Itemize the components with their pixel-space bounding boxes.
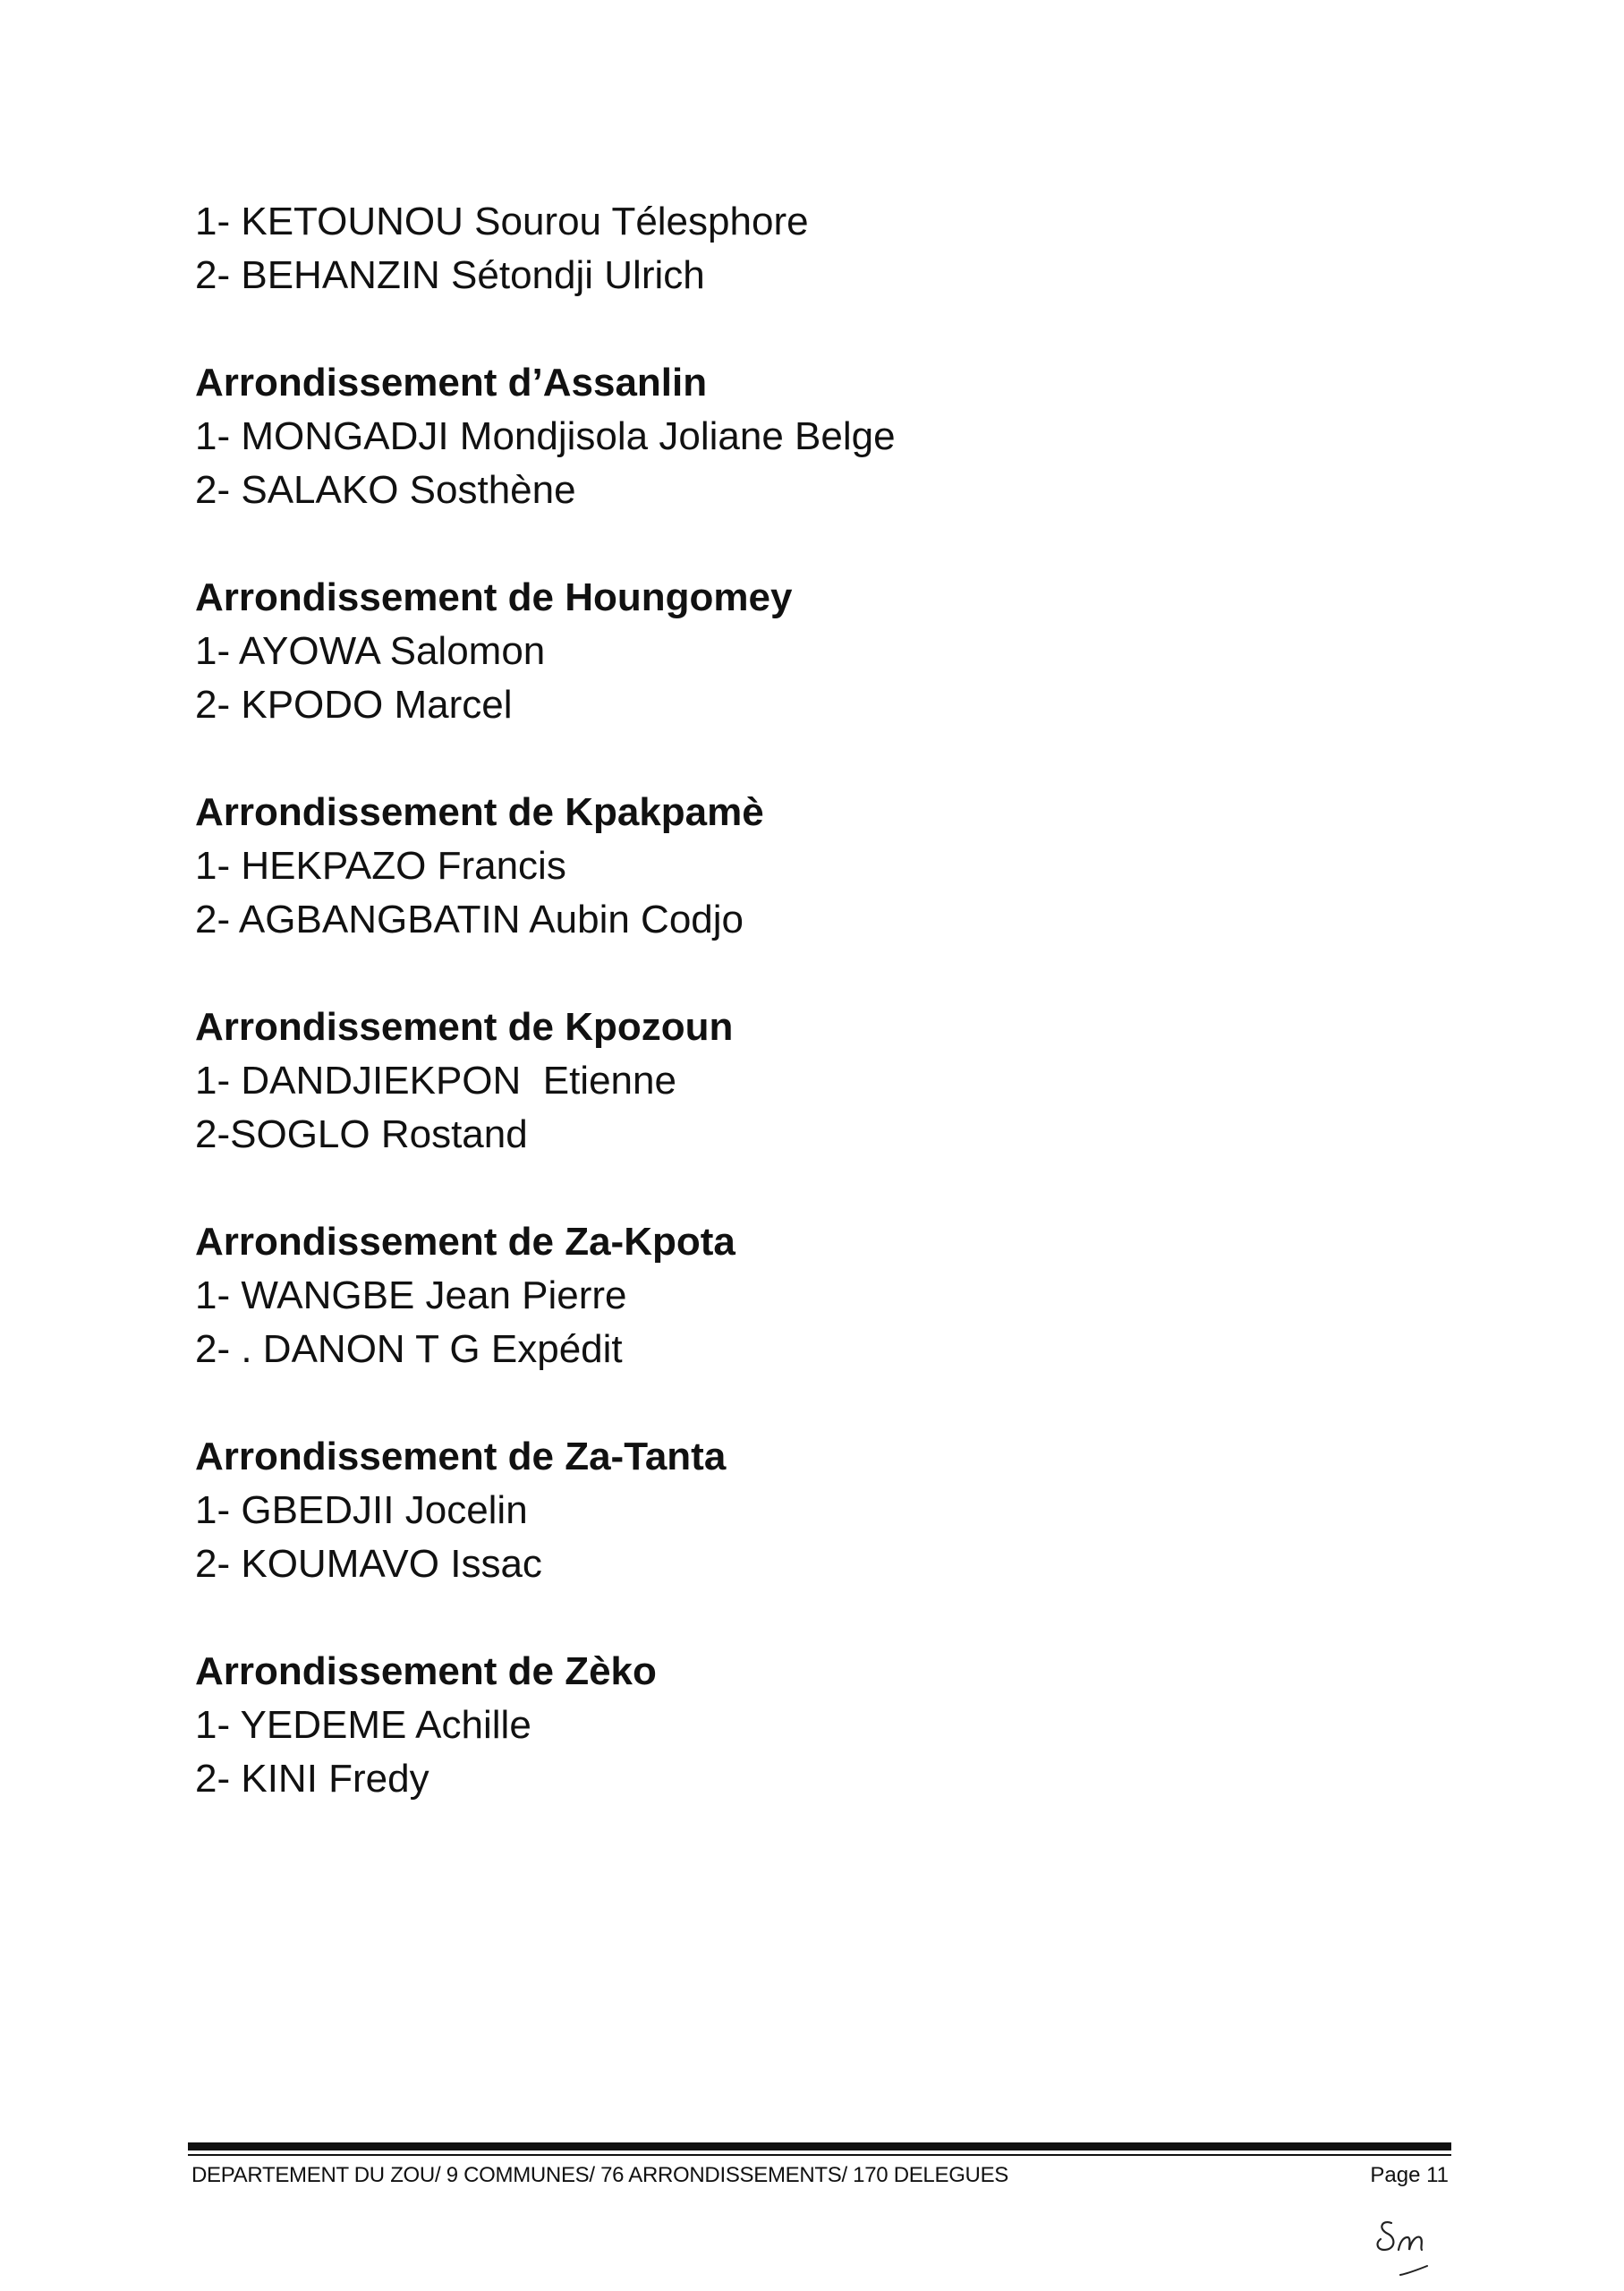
section-houngomey <box>195 571 1448 732</box>
footer-rule-thin <box>188 2154 1451 2156</box>
section-heading: Arrondissement de Za-Kpota <box>195 1220 735 1264</box>
section-heading: Arrondissement d’Assanlin <box>195 361 708 405</box>
section-za-tanta <box>195 1430 1448 1591</box>
section-heading: Arrondissement de Za-Tanta <box>195 1435 727 1478</box>
list-item: 2- KPODO Marcel <box>195 683 513 727</box>
list-item: 1- MONGADJI Mondjisola Joliane Belge <box>195 414 896 458</box>
section-za-kpota <box>195 1215 1448 1376</box>
spacer <box>195 1162 1448 1215</box>
delegates-list <box>195 195 1448 1806</box>
section-assanlin <box>195 356 1448 517</box>
list-item: 2- AGBANGBATIN Aubin Codjo <box>195 898 744 941</box>
section-heading: Arrondissement de Kpakpamè <box>195 790 764 834</box>
section-zeko <box>195 1645 1448 1806</box>
list-item: 1- KETOUNOU Sourou Télesphore <box>195 200 809 243</box>
section-heading: Arrondissement de Houngomey <box>195 575 793 619</box>
section-heading: Arrondissement de Kpozoun <box>195 1005 734 1049</box>
section-kpakpame <box>195 786 1448 947</box>
spacer <box>195 1591 1448 1645</box>
list-item: 1- WANGBE Jean Pierre <box>195 1273 627 1317</box>
section-kpozoun <box>195 1001 1448 1162</box>
section-heading: Arrondissement de Zèko <box>195 1649 657 1693</box>
list-item: 1- AYOWA Salomon <box>195 629 546 673</box>
spacer <box>195 302 1448 356</box>
list-item: 1- HEKPAZO Francis <box>195 844 566 888</box>
handwritten-initials <box>1365 2210 1436 2282</box>
list-item: 2- KINI Fredy <box>195 1757 429 1801</box>
list-item: 2- KOUMAVO Issac <box>195 1542 542 1586</box>
spacer <box>195 947 1448 1001</box>
page-number: Page 11 <box>1370 2163 1449 2187</box>
spacer <box>195 732 1448 786</box>
list-item: 2- . DANON T G Expédit <box>195 1327 623 1371</box>
list-item: 2- BEHANZIN Sétondji Ulrich <box>195 253 705 297</box>
footer-rule <box>188 2142 1451 2150</box>
list-item: 2-SOGLO Rostand <box>195 1112 528 1156</box>
list-item: 1- YEDEME Achille <box>195 1703 531 1747</box>
list-item: 2- SALAKO Sosthène <box>195 468 576 512</box>
spacer <box>195 1376 1448 1430</box>
footer-text: DEPARTEMENT DU ZOU/ 9 COMMUNES/ 76 ARRONDISSEMENTS/ 170 DELEGUES <box>191 2163 1009 2187</box>
spacer <box>195 517 1448 571</box>
list-item: 1- GBEDJII Jocelin <box>195 1488 528 1532</box>
list-item: 1- DANDJIEKPON Etienne <box>195 1059 676 1103</box>
